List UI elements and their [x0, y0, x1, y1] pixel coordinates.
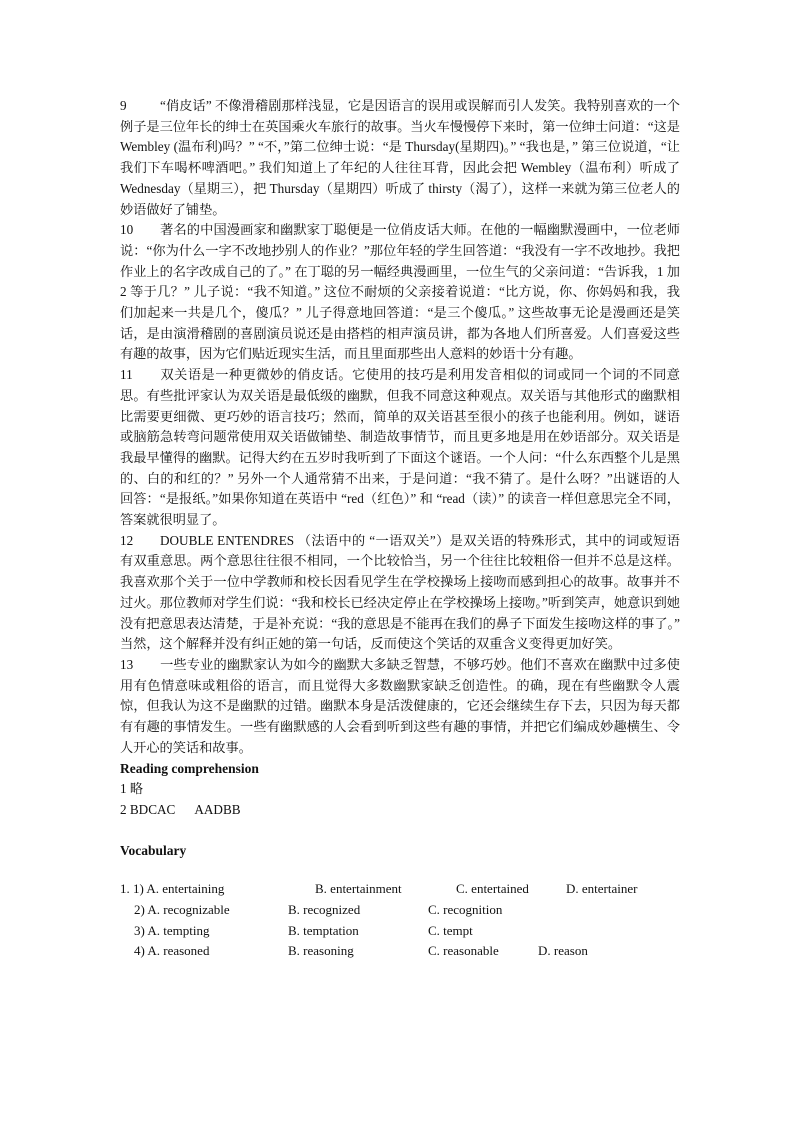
- paragraph-text: 著名的中国漫画家和幽默家丁聪便是一位俏皮话大师。在他的一幅幽默漫画中，一位老师说：“你为什么一字不改地抄别人的作业？”那位年轻的学生回答道：“我没有一字不改地抄。我把作业上的名字改成自己的了。” 在丁聪的另一幅经典漫画里，一位生气的父亲问道：“告诉我，1 加 2 等于几？” 儿子说：“我不知道。” 这位不耐烦的父亲接着说道：“比方说，你、你妈妈和我，我们加起来一共是几个，傻瓜？” 儿子得意地回答道：“是三个傻瓜。” 这些故事无论是漫画还是笑话，是由演滑稽剧的喜剧演员说还是由搭档的相声演员讲，都为各地人们所喜爱。人们喜爱这些有趣的故事，因为它们贴近现实生活，而且里面那些出人意料的妙语十分有趣。: [120, 222, 680, 362]
- paragraph-11: [120, 365, 680, 531]
- document-page: [120, 96, 680, 964]
- vocab-option-b: B. temptation: [288, 922, 359, 938]
- vocab-option-a: 3) A. tempting: [134, 922, 210, 938]
- vocab-option-a: 1. 1) A. entertaining: [120, 881, 225, 897]
- paragraph-number: 12: [120, 532, 134, 548]
- vocab-option-b: B. entertainment: [315, 881, 402, 897]
- vocab-row-4: [120, 943, 680, 964]
- paragraph-9: [120, 96, 680, 220]
- paragraph-text: 一些专业的幽默家认为如今的幽默大多缺乏智慧，不够巧妙。他们不喜欢在幽默中过多使用有色情意味或粗俗的语言，而且觉得大多数幽默家缺乏创造性。的确，现在有些幽默令人震惊，但我认为这不是幽默的过错。幽默本身是活泼健康的，它还会继续生存下去，只因为每天都有有趣的事情发生。一些有幽默感的人会看到听到这些有趣的事情，并把它们编成妙趣横生、令人开心的笑话和故事。: [120, 656, 680, 755]
- reading-answer-1: 1 略: [120, 781, 144, 797]
- vocab-option-d: D. reason: [538, 943, 588, 959]
- section-spacer: [120, 821, 680, 841]
- vocabulary-heading: Vocabulary: [120, 842, 187, 858]
- vocab-option-c: C. reasonable: [428, 943, 499, 959]
- vocab-option-b: B. recognized: [288, 902, 361, 917]
- paragraph-text: 双关语是一种更微妙的俏皮话。它使用的技巧是利用发音相似的词或同一个词的不同意思。有些批评家认为双关语是最低级的幽默，但我不同意这种观点。双关语与其他形式的幽默相比需要更细微、更巧妙的语言技巧；然而，简单的双关语甚至很小的孩子也能利用。例如，谜语或脑筋急转弯问题常使用双关语做铺垫、制造故事情节，而且更多地是用在妙语部分。双关语是我最早懂得的幽默。记得大约在五岁时我听到了下面这个谜语。一个人问：“什么东西整个儿是黑的、白的和红的？” 另外一个人通常猜不出来，于是问道：“我不猜了。是什么呀？”出谜语的人回答：“是报纸。”如果你知道在英语中 “red（红色）” 和 “read（读）” 的读音一样但意思完全不同，答案就很明显了。: [120, 367, 680, 528]
- section-spacer: [120, 861, 680, 881]
- paragraph-text: “俏皮话” 不像滑稽剧那样浅显，它是因语言的误用或误解而引人发笑。我特别喜欢的一个例子是三位年长的绅士在英国乘火车旅行的故事。当火车慢慢停下来时，第一位绅士问道：“这是 Wembley (温布利)吗？” “不，”第二位绅士说：“是 Thursday(星期四)。” “我也是，” 第三位说道，“让我们下车喝杯啤酒吧。” 我们知道上了年纪的人往往耳背，因此会把 Wembley（温布利）听成了 Wednesday（星期三），把 Thursday（星期四）听成了 thirsty（渴了），这样一来就为第三位老人的妙语做好了铺垫。: [120, 98, 680, 217]
- paragraph-number: 10: [120, 222, 134, 238]
- vocab-row-1: [120, 881, 680, 902]
- paragraph-text: DOUBLE ENTENDRES （法语中的 “一语双关”）是双关语的特殊形式，其中的词或短语有双重意思。两个意思往往很不相同，一个比较恰当，另一个往往比较粗俗一但并不总是这样。我喜欢那个关于一位中学教师和校长因看见学生在学校操场上接吻而感到担心的故事。故事并不过火。那位教师对学生们说：“我和校长已经决定停止在学校操场上接吻。”听到笑声，她意识到她没有把意思表达清楚，于是补充说：“我的意思是不能再在我们的鼻子下面发生接吻这样的事了。” 当然，这个解释并没有纠正她的第一句话，反而使这个笑话的双重含义变得更加好笑。: [120, 532, 680, 652]
- reading-comprehension-heading: Reading comprehension: [120, 760, 259, 776]
- vocab-option-c: C. recognition: [428, 902, 503, 917]
- paragraph-13: [120, 655, 680, 759]
- vocab-option-c: C. entertained: [456, 881, 529, 897]
- paragraph-number: 9: [120, 98, 127, 113]
- vocab-option-b: B. reasoning: [288, 943, 354, 959]
- paragraph-number: 13: [120, 656, 134, 672]
- paragraph-number: 11: [120, 367, 133, 383]
- vocab-option-a: 2) A. recognizable: [134, 902, 230, 917]
- vocab-option-a: 4) A. reasoned: [134, 943, 210, 959]
- vocab-row-3: [120, 923, 680, 944]
- vocab-row-2: [120, 902, 680, 923]
- vocab-option-d: D. entertainer: [566, 881, 638, 897]
- reading-answer-2: 2 BDCAC AADBB: [120, 801, 241, 817]
- vocab-option-c: C. tempt: [428, 922, 473, 938]
- paragraph-12: [120, 531, 680, 655]
- paragraph-10: [120, 220, 680, 365]
